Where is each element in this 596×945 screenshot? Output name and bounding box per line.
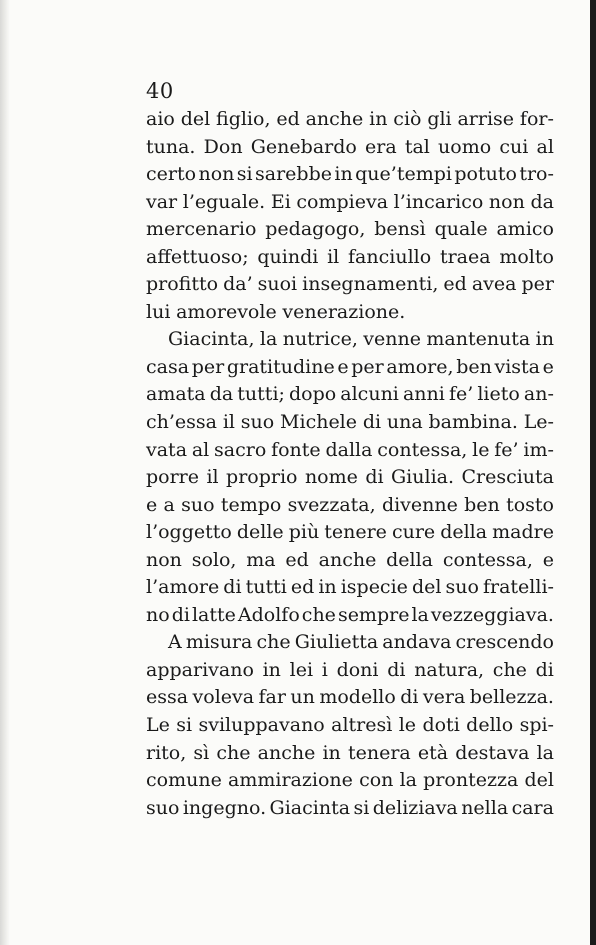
text-line: tuna. Don Genebardo era tal uomo cui al — [146, 135, 554, 158]
text-line: mercenario pedagogo, bensì quale amico — [146, 218, 554, 241]
text-line: e a suo tempo svezzata, divenne ben tosto — [146, 493, 554, 516]
text-line: ch’essa il suo Michele di una bambina. Le- — [146, 411, 554, 434]
page-number: 40 — [146, 79, 174, 103]
text-line: amata da tutti; dopo alcuni anni fe’ lieto an- — [146, 383, 554, 406]
page-edge — [590, 0, 596, 945]
text-line: aio del figlio, ed anche in ciò gli arrise for- — [146, 108, 554, 130]
text-line: certo non si sarebbe in que’tempi potuto tro- — [146, 163, 554, 186]
text-line: A misura che Giulietta andava crescendo — [168, 631, 554, 654]
text-line: non solo, ma ed anche della contessa, e — [146, 548, 554, 571]
text-line: rito, sì che anche in tenera età destava la — [146, 741, 554, 764]
text-line: var l’eguale. Ei compieva l’incarico non da — [146, 190, 554, 213]
text-line: affettuoso; quindi il fanciullo traea molto — [146, 245, 554, 268]
text-line: comune ammirazione con la prontezza del — [146, 769, 554, 792]
text-line: l’oggetto delle più tenere cure della madre — [146, 521, 554, 544]
text-line: l’amore di tutti ed in ispecie del suo fratelli- — [146, 576, 554, 599]
body-text — [146, 106, 554, 822]
text-line: suo ingegno. Giacinta si deliziava nella cara — [146, 796, 554, 819]
text-line: no di latte Adolfo che sempre la vezzeggiava. — [146, 603, 554, 626]
text-line: apparivano in lei i doni di natura, che di — [146, 658, 554, 681]
text-line: Giacinta, la nutrice, venne mantenuta in — [168, 328, 554, 351]
text-line: profitto da’ suoi insegnamenti, ed avea per — [146, 273, 554, 296]
page-gutter-shadow — [0, 0, 10, 945]
text-line: casa per gratitudine e per amore, ben vista e — [146, 355, 554, 378]
text-line: essa voleva far un modello di vera bellezza. — [146, 686, 554, 709]
text-line: vata al sacro fonte dalla contessa, le fe’ im- — [146, 438, 554, 461]
text-line: porre il proprio nome di Giulia. Cresciuta — [146, 466, 554, 489]
text-line: Le si sviluppavano altresì le doti dello spi- — [146, 714, 554, 737]
text-line: lui amorevole venerazione. — [146, 300, 406, 323]
